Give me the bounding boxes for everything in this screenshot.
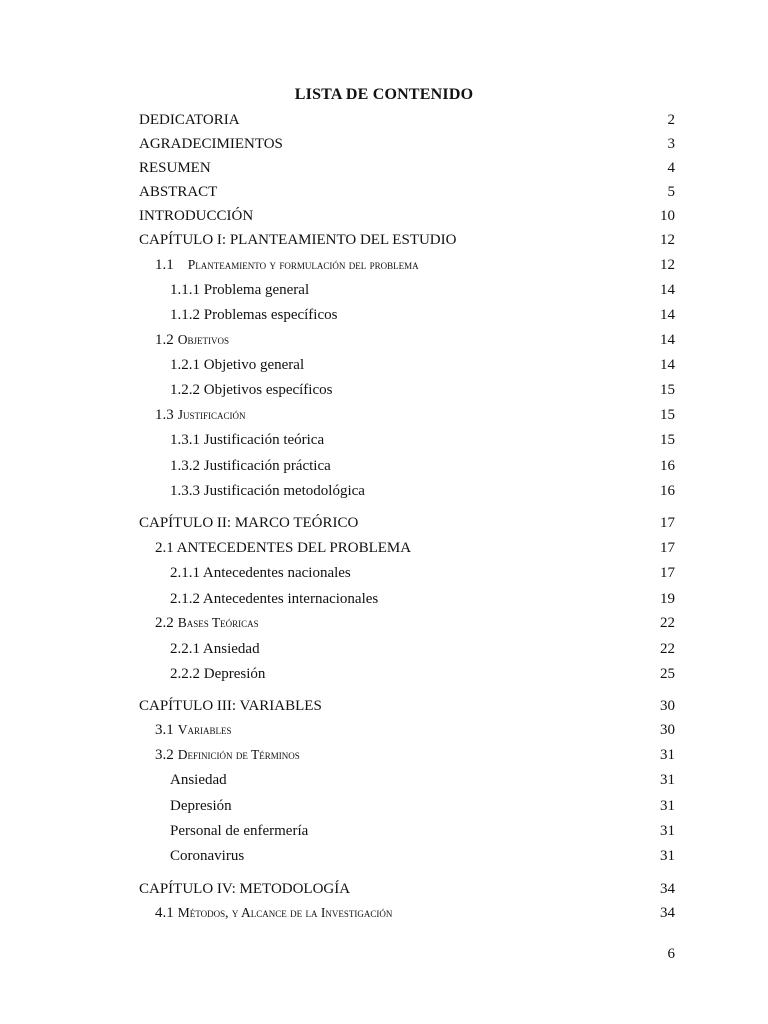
toc-entry-text: Definición de Términos — [177, 747, 300, 762]
toc-entry-page: 30 — [660, 722, 675, 738]
toc-entry-text: Métodos, y Alcance de la Investigación — [177, 905, 393, 920]
toc-entry-page: 16 — [660, 483, 675, 499]
toc-entry-text: CAPÍTULO IV: METODOLOGÍA — [139, 881, 351, 897]
toc-entry — [0, 136, 768, 158]
toc-entry-text: DEDICATORIA — [139, 112, 240, 128]
toc-entry-label — [170, 357, 304, 374]
toc-entry-page: 19 — [660, 591, 675, 607]
toc-entry-page: 10 — [660, 208, 675, 224]
toc-entry-label — [170, 641, 260, 658]
toc-title: LISTA DE CONTENIDO — [294, 86, 474, 103]
toc-entry — [0, 407, 768, 429]
toc-entry-number: 1.3 — [155, 407, 174, 423]
toc-entry-label — [155, 257, 419, 274]
toc-entry-label — [139, 232, 456, 249]
toc-entry-text: Planteamiento y formulación del problema — [187, 257, 419, 272]
toc-entry-label — [155, 540, 411, 557]
toc-entry-label — [155, 722, 232, 739]
toc-entry-text: 2.1 ANTECEDENTES DEL PROBLEMA — [155, 540, 412, 556]
toc-entry-page: 5 — [667, 184, 675, 200]
toc-entry-text: CAPÍTULO III: VARIABLES — [139, 698, 322, 714]
toc-entry-label — [170, 432, 324, 449]
toc-entry-number: 2.2 — [155, 615, 174, 631]
toc-entry-text: 2.2.1 Ansiedad — [170, 641, 260, 657]
toc-entry-number: 1.1 — [155, 257, 174, 273]
toc-entry-label — [170, 483, 365, 500]
toc-entry-text: 2.1.1 Antecedentes nacionales — [170, 565, 351, 581]
toc-entry-text: 1.3.3 Justificación metodológica — [170, 483, 365, 499]
toc-entry-page: 14 — [660, 332, 675, 348]
toc-entry-text: 1.2.1 Objetivo general — [170, 357, 305, 373]
toc-entry-page: 15 — [660, 382, 675, 398]
page-number: 6 — [667, 946, 675, 962]
toc-entry-number: 3.2 — [155, 747, 174, 763]
toc-entry-label — [139, 698, 322, 715]
toc-entry-label — [139, 515, 358, 532]
toc-entry — [0, 357, 768, 379]
toc-entry-page: 17 — [660, 540, 675, 556]
toc-entry-page: 14 — [660, 357, 675, 373]
toc-entry — [0, 747, 768, 769]
toc-entry — [0, 458, 768, 480]
toc-entry — [0, 332, 768, 354]
toc-entry-text: RESUMEN — [139, 160, 211, 176]
toc-entry-page: 17 — [660, 515, 675, 531]
toc-entry-label — [139, 184, 217, 201]
toc-entry — [0, 257, 768, 279]
toc-entry — [0, 591, 768, 613]
toc-entry-page: 17 — [660, 565, 675, 581]
toc-entry — [0, 382, 768, 404]
toc-entry — [0, 307, 768, 329]
toc-entry-text: 1.1.2 Problemas específicos — [170, 307, 338, 323]
toc-entry-number: 3.1 — [155, 722, 174, 738]
toc-entry-label — [170, 565, 351, 582]
toc-entry — [0, 722, 768, 744]
toc-entry-page: 25 — [660, 666, 675, 682]
toc-entry — [0, 905, 768, 927]
toc-entry-page: 31 — [660, 823, 675, 839]
toc-entry-label — [170, 798, 232, 815]
toc-entry-page: 31 — [660, 747, 675, 763]
toc-entry — [0, 432, 768, 454]
toc-entry-label — [139, 881, 350, 898]
toc-entry-label — [170, 382, 332, 399]
toc-entry-page: 12 — [660, 257, 675, 273]
toc-entry-label — [170, 591, 378, 608]
toc-entry-page: 34 — [660, 905, 675, 921]
toc-entry — [0, 772, 768, 794]
toc-entry-page: 2 — [667, 112, 675, 128]
toc-entry-label — [170, 823, 308, 840]
toc-entry — [0, 848, 768, 870]
toc-entry-text: 2.1.2 Antecedentes internacionales — [170, 591, 379, 607]
toc-entry-label — [155, 615, 259, 632]
toc-entry-page: 12 — [660, 232, 675, 248]
toc-entry — [0, 184, 768, 206]
toc-entry-page: 14 — [660, 307, 675, 323]
toc-entry — [0, 112, 768, 134]
toc-entry — [0, 540, 768, 562]
toc-entry — [0, 615, 768, 637]
toc-entry-text: 1.1.1 Problema general — [170, 282, 310, 298]
toc-entry-text: Ansiedad — [170, 772, 227, 788]
toc-entry-label — [170, 458, 331, 475]
toc-entry-text: CAPÍTULO II: MARCO TEÓRICO — [139, 515, 359, 531]
toc-entry-text: INTRODUCCIÓN — [139, 208, 254, 224]
toc-entry — [0, 798, 768, 820]
toc-entry-label — [155, 407, 246, 424]
toc-entry-label — [170, 666, 265, 683]
toc-entry-page: 4 — [667, 160, 675, 176]
toc-entry-text: Bases Teóricas — [177, 615, 259, 630]
toc-entry — [0, 515, 768, 537]
toc-entry — [0, 160, 768, 182]
toc-entry — [0, 641, 768, 663]
toc-entry-text: ABSTRACT — [139, 184, 218, 200]
toc-entry — [0, 232, 768, 254]
toc-entry-label — [139, 208, 253, 225]
toc-entry-page: 22 — [660, 641, 675, 657]
toc-entry-page: 31 — [660, 848, 675, 864]
toc-entry-label — [170, 772, 227, 789]
toc-entry — [0, 666, 768, 688]
toc-entry-page: 16 — [660, 458, 675, 474]
toc-entry-page: 3 — [667, 136, 675, 152]
toc-entry-label — [139, 160, 211, 177]
toc-entry-label — [170, 848, 244, 865]
toc-entry-label — [155, 905, 392, 922]
toc-entry-text: Justificación — [177, 407, 246, 422]
toc-entry-text: 2.2.2 Depresión — [170, 666, 266, 682]
toc-entry-text: Personal de enfermería — [170, 823, 309, 839]
toc-entry-text: Objetivos — [177, 332, 230, 347]
toc-entry — [0, 823, 768, 845]
toc-entry-text: 1.3.2 Justificación práctica — [170, 458, 331, 474]
toc-entry — [0, 282, 768, 304]
toc-entry — [0, 208, 768, 230]
toc-entry — [0, 698, 768, 720]
toc-entry-page: 34 — [660, 881, 675, 897]
toc-entry-page: 14 — [660, 282, 675, 298]
toc-entry — [0, 483, 768, 505]
toc-entry-text: Depresión — [170, 798, 232, 814]
toc-entry-text: 1.3.1 Justificación teórica — [170, 432, 325, 448]
toc-entry — [0, 565, 768, 587]
toc-entry-number: 1.2 — [155, 332, 174, 348]
toc-entry-label — [139, 136, 283, 153]
toc-entry-label — [170, 307, 337, 324]
toc-entry-number: 4.1 — [155, 905, 174, 921]
toc-entry-page: 15 — [660, 407, 675, 423]
toc-entry-label — [170, 282, 309, 299]
toc-entry-page: 15 — [660, 432, 675, 448]
toc-entry-text: Coronavirus — [170, 848, 245, 864]
toc-entry-text: 1.2.2 Objetivos específicos — [170, 382, 333, 398]
toc-entry-page: 30 — [660, 698, 675, 714]
toc-entry-page: 22 — [660, 615, 675, 631]
toc-entry-text: Variables — [177, 722, 232, 737]
toc-entry-text: AGRADECIMIENTOS — [139, 136, 283, 152]
toc-entry-page: 31 — [660, 798, 675, 814]
toc-entry — [0, 881, 768, 903]
toc-entry-label — [155, 747, 300, 764]
toc-entry-label — [155, 332, 229, 349]
toc-entry-page: 31 — [660, 772, 675, 788]
toc-entry-text: CAPÍTULO I: PLANTEAMIENTO DEL ESTUDIO — [139, 232, 457, 248]
toc-entry-label — [139, 112, 240, 129]
